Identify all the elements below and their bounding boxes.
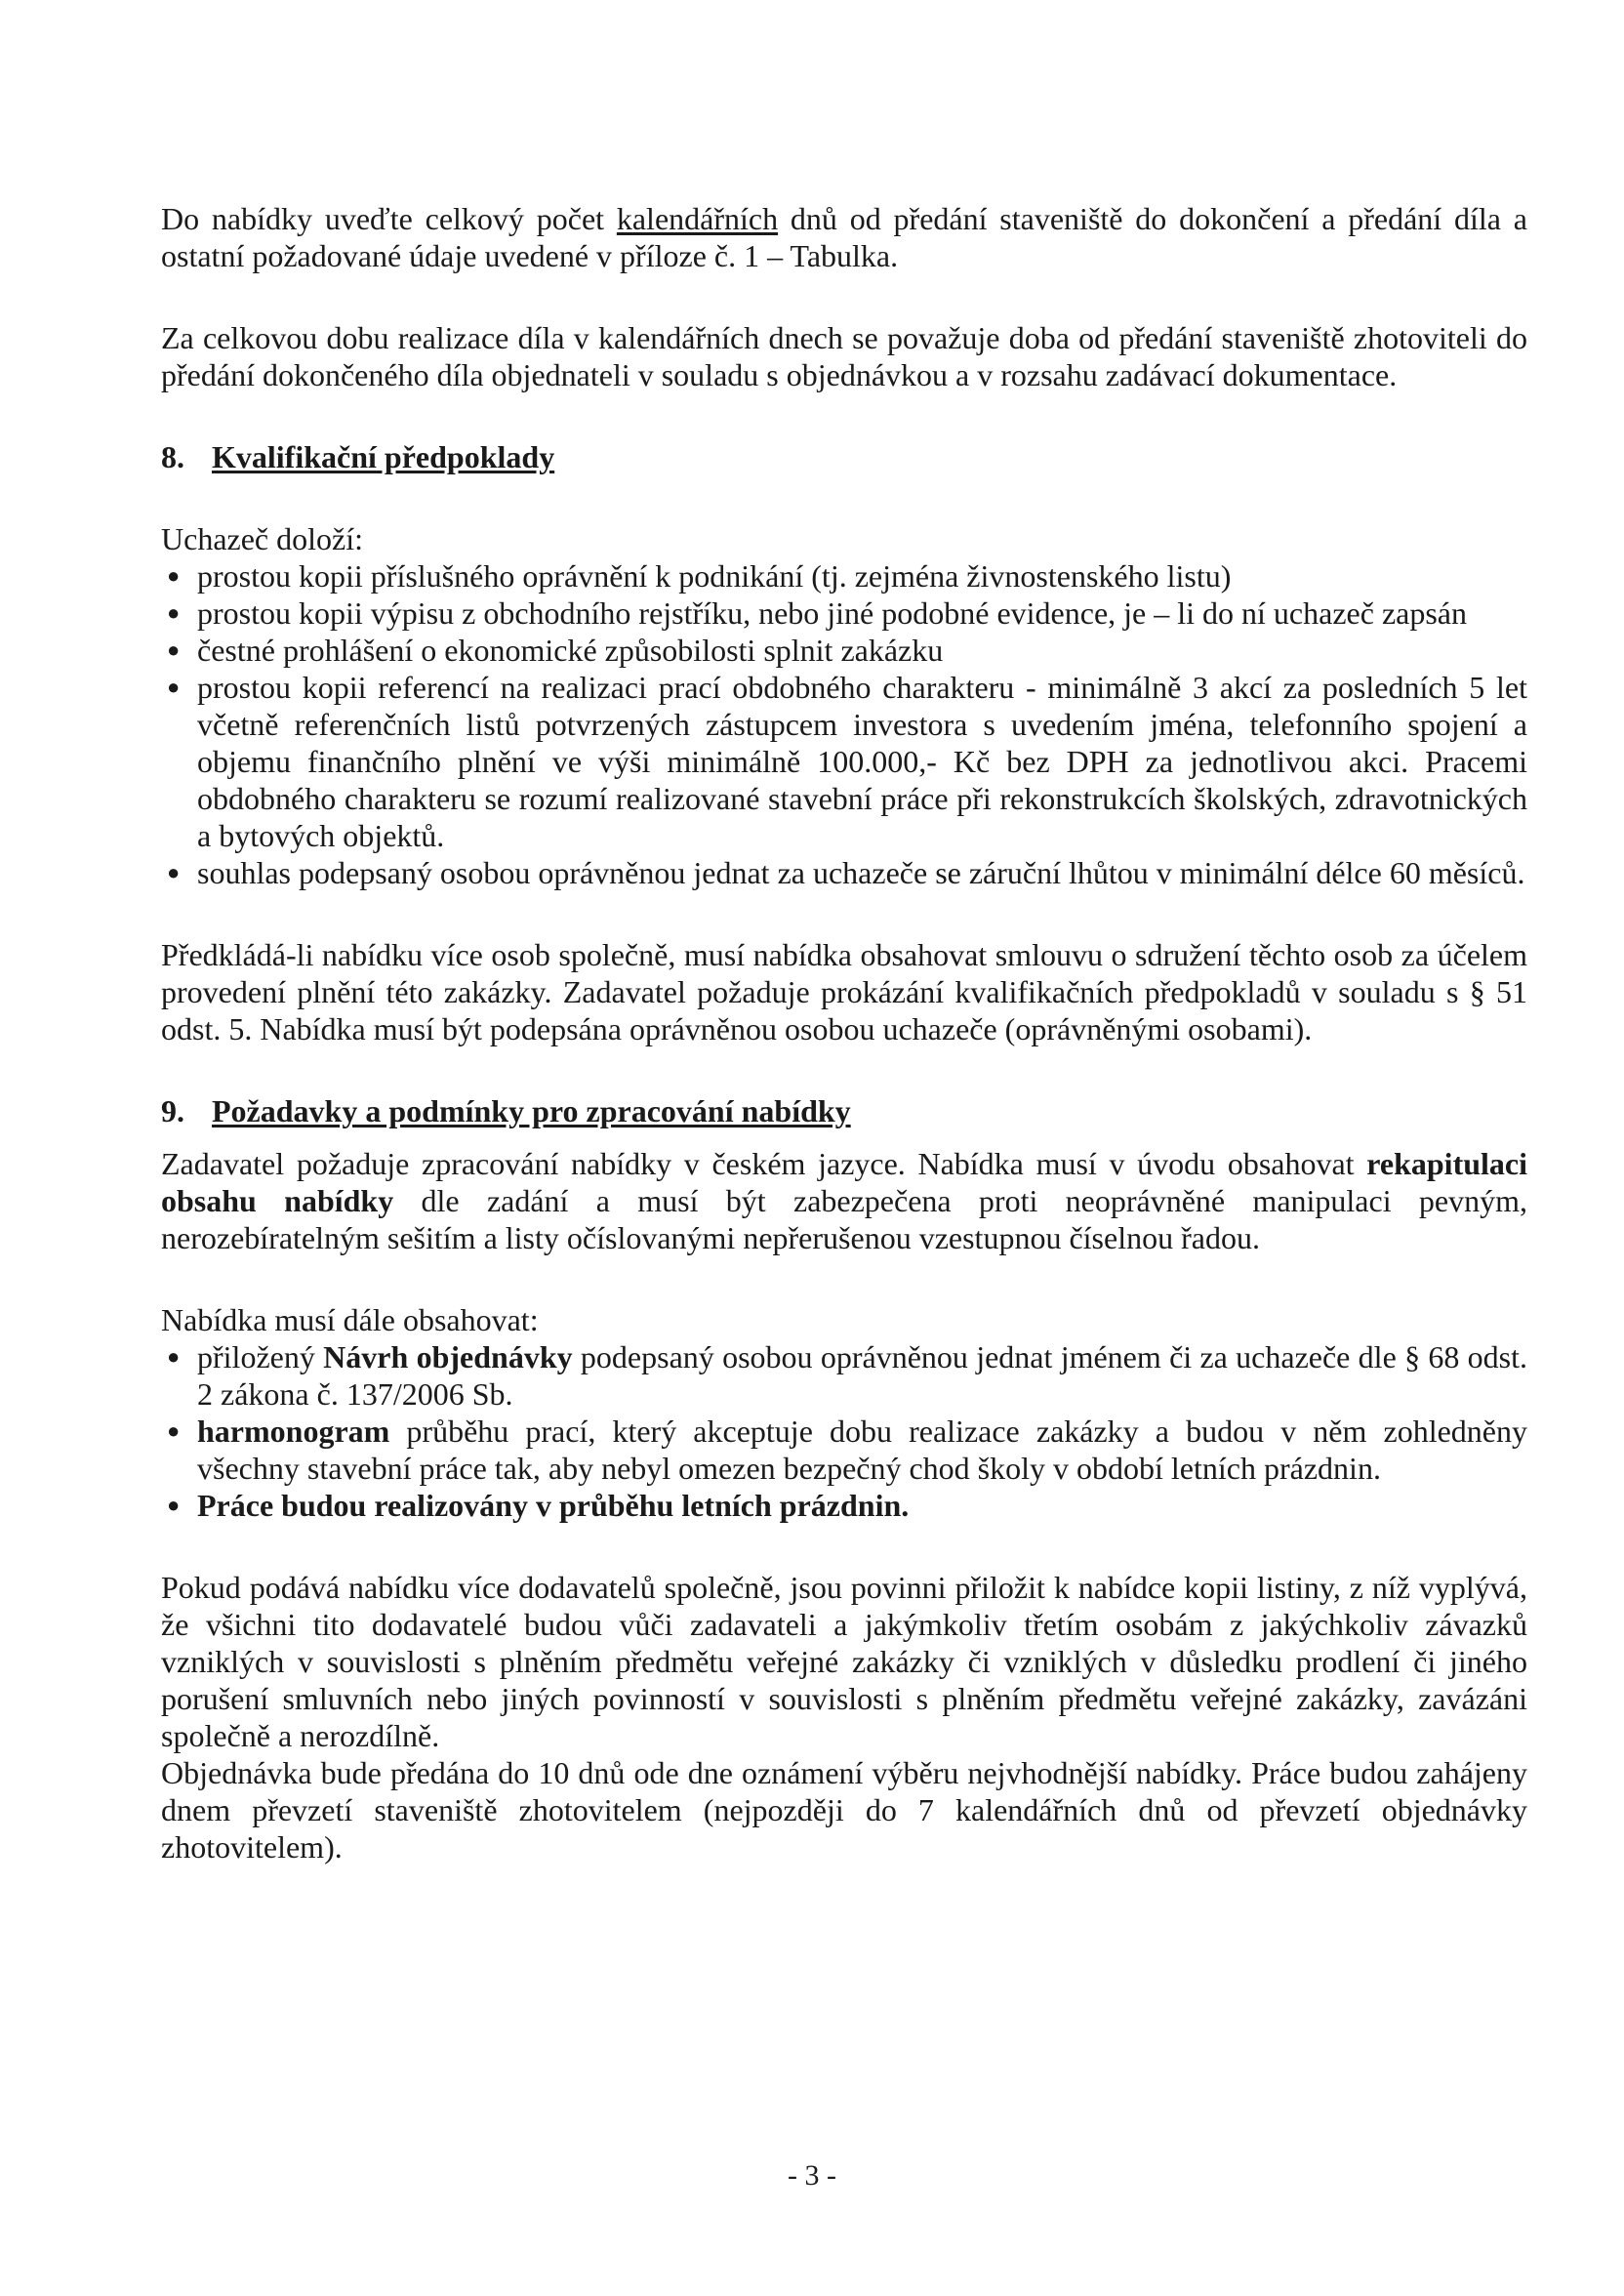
bullet-icon: ● xyxy=(167,1418,181,1443)
bullet-icon: ● xyxy=(167,860,181,884)
document-page xyxy=(161,200,1527,1866)
section-9-list xyxy=(161,1338,1527,1524)
list-item xyxy=(161,632,1527,669)
bold-text: rekapitulaci obsahu nabídky xyxy=(161,1146,1527,1218)
intro-paragraph-2: Za celkovou dobu realizace díla v kalendářních dnech se považuje doba od předání staveniště zhotoviteli do předání dokončeného díla objednateli v souladu s objednávkou a v rozsahu zadávací dokumentace. xyxy=(161,320,1527,392)
bullet-icon: ● xyxy=(167,563,181,588)
list-item-text: souhlas podepsaný osobou oprávněnou jednat za uchazeče se záruční lhůtou v minimální délce 60 měsíců. xyxy=(197,855,1525,890)
bold-text: Návrh objednávky xyxy=(323,1339,573,1374)
list-item xyxy=(161,1413,1527,1487)
bullet-icon: ● xyxy=(167,1344,181,1369)
section-8-list xyxy=(161,557,1527,891)
section-9-lead: Nabídka musí dále obsahovat: xyxy=(161,1302,539,1337)
list-item xyxy=(161,557,1527,594)
section-title: Kvalifikační předpoklady xyxy=(212,439,555,474)
section-9-paragraph-3: Objednávka bude předána do 10 dnů ode dne oznámení výběru nejvhodnější nabídky. Práce budou zahájeny dnem převzetí staveniště zhotovitelem (nejpozději do 7 kalendářních dnů od převzetí objednávky zhotovitelem). xyxy=(161,1755,1527,1865)
intro-text: dnů od předání staveniště do dokončení a předání díla a ostatní požadované údaje uvedené v příloze č. 1 – Tabulka. xyxy=(161,201,1527,273)
section-8-lead: Uchazeč doloží: xyxy=(161,521,363,556)
list-item-text: podepsaný osobou oprávněnou jednat jménem či za uchazeče dle § 68 odst. 2 zákona č. 137/2006 Sb. xyxy=(197,1339,1528,1412)
list-item-text: prostou kopii příslušného oprávnění k podnikání (tj. zejména živnostenského listu) xyxy=(197,558,1232,594)
section-8-heading xyxy=(161,438,1527,475)
intro-text: Do nabídky uveďte celkový počet xyxy=(161,201,617,236)
paragraph-text: Zadavatel požaduje zpracování nabídky v českém jazyce. Nabídka musí v úvodu obsahovat xyxy=(161,1146,1367,1181)
section-9-paragraph-2: Pokud podává nabídku více dodavatelů společně, jsou povinni přiložit k nabídce kopii listiny, z níž vyplývá, že všichni tito dodavatelé budou vůči zadavateli a jakýmkoliv třetím osobám z jakýchkoliv závazků vzniklých v souvislosti s plněním předmětu veřejné zakázky či vzniklých v důsledku prodlení či jiného porušení smluvních nebo jiných povinností v souvislosti s plněním předmětu veřejné zakázky, zavázáni společně a nerozdílně. xyxy=(161,1570,1527,1753)
intro-paragraph-1 xyxy=(161,200,1527,274)
section-9-paragraph-1 xyxy=(161,1145,1527,1256)
list-item-text: průběhu prací, který akceptuje dobu realizace zakázky a budou v něm zohledněny všechny stavební práce tak, aby nebyl omezen bezpečný chod školy v období letních prázdnin. xyxy=(197,1414,1527,1486)
bold-text: harmonogram xyxy=(197,1414,390,1449)
list-item-text: čestné prohlášení o ekonomické způsobilosti splnit zakázku xyxy=(197,633,944,668)
section-number: 9. xyxy=(161,1093,184,1128)
bullet-icon: ● xyxy=(167,600,181,625)
bullet-icon: ● xyxy=(167,1493,181,1517)
list-item xyxy=(161,1487,1527,1524)
bullet-icon: ● xyxy=(167,675,181,699)
list-item xyxy=(161,669,1527,854)
list-item-text: přiložený xyxy=(197,1339,324,1374)
section-8-closing: Předkládá-li nabídku více osob společně, musí nabídka obsahovat smlouvu o sdružení těchto osob za účelem provedení plnění této zakázky. Zadavatel požaduje prokázání kvalifikačních předpokladů v souladu s § 51 odst. 5. Nabídka musí být podepsána oprávněnou osobou uchazeče (oprávněnými osobami). xyxy=(161,937,1527,1046)
list-item-text: prostou kopii výpisu z obchodního rejstříku, nebo jiné podobné evidence, je – li do ní uchazeč zapsán xyxy=(197,595,1467,631)
list-item-text: prostou kopii referencí na realizaci prací obdobného charakteru - minimálně 3 akcí za posledních 5 let včetně referenčních listů potvrzených zástupcem investora s uvedením jména, telefonního spojení a objemu finančního plnění ve výši minimálně 100.000,- Kč bez DPH za jednotlivou akci. Pracemi obdobného charakteru se rozumí realizované stavební práce při rekonstrukcích školských, zdravotnických a bytových objektů. xyxy=(197,670,1527,853)
list-item xyxy=(161,594,1527,632)
page-number: - 3 - xyxy=(788,2159,836,2192)
list-item xyxy=(161,1338,1527,1413)
paragraph-text: dle zadání a musí být zabezpečena proti neoprávněné manipulaci pevným, nerozebíratelným sešitím a listy očíslovanými nepřerušenou vzestupnou číselnou řadou. xyxy=(161,1183,1528,1255)
bold-text: Práce budou realizovány v průběhu letních prázdnin. xyxy=(197,1488,910,1523)
section-title: Požadavky a podmínky pro zpracování nabídky xyxy=(212,1093,851,1128)
section-9-heading xyxy=(161,1092,1527,1129)
section-number: 8. xyxy=(161,439,184,474)
list-item xyxy=(161,854,1527,891)
bullet-icon: ● xyxy=(167,637,181,662)
underlined-word: kalendářních xyxy=(616,201,779,236)
